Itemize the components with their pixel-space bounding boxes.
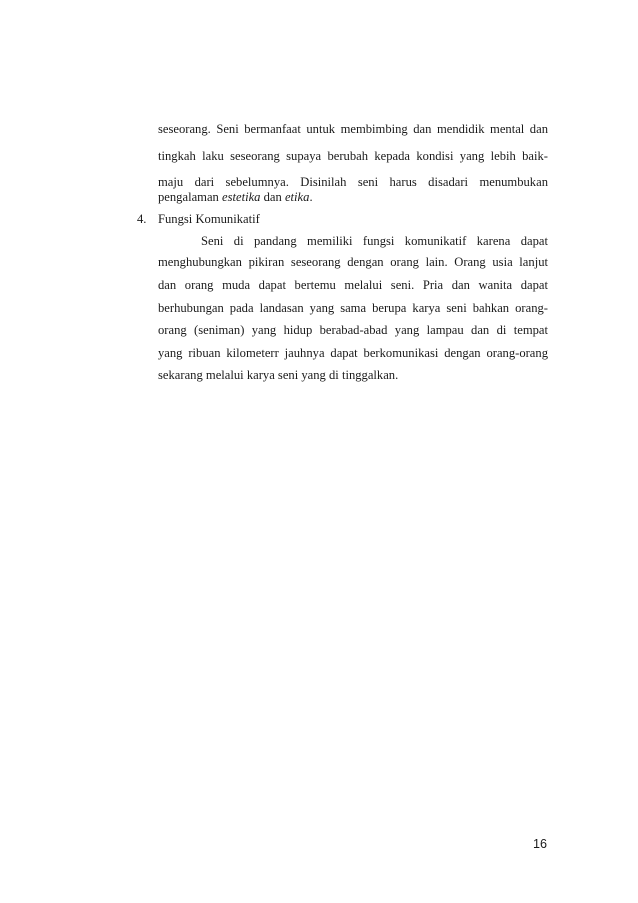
paragraph-line: orang (seniman) yang hidup berabad-abad yang lampau dan di tempat	[158, 323, 548, 337]
paragraph-line	[158, 189, 548, 205]
paragraph-line: yang ribuan kilometerr jauhnya dapat berkomunikasi dengan orang-orang	[158, 346, 548, 360]
line-prefix: pengalaman	[158, 190, 222, 204]
paragraph-line: berhubungan pada landasan yang sama berupa karya seni bahkan orang-	[158, 301, 548, 315]
paragraph-line: Seni di pandang memiliki fungsi komunikatif karena dapat	[201, 234, 548, 248]
term-estetika: estetika	[222, 190, 261, 204]
term-etika: etika	[284, 190, 310, 204]
page-number: 16	[533, 837, 548, 851]
paragraph-line: menghubungkan pikiran seseorang dengan orang lain. Orang usia lanjut	[158, 255, 548, 269]
section-heading: Fungsi Komunikatif	[158, 212, 260, 226]
paragraph-line: seseorang. Seni bermanfaat untuk membimbing dan mendidik mental dan	[158, 122, 548, 136]
paragraph-line: dan orang muda dapat bertemu melalui seni. Pria dan wanita dapat	[158, 278, 548, 292]
line-middle: dan	[260, 190, 285, 204]
list-number: 4.	[137, 212, 147, 226]
paragraph-line: maju dari sebelumnya. Disinilah seni harus disadari menumbukan	[158, 175, 548, 189]
line-suffix: .	[309, 190, 313, 204]
paragraph-line: sekarang melalui karya seni yang di tinggalkan.	[158, 368, 399, 382]
paragraph-line: tingkah laku seseorang supaya berubah kepada kondisi yang lebih baik-	[158, 149, 548, 163]
